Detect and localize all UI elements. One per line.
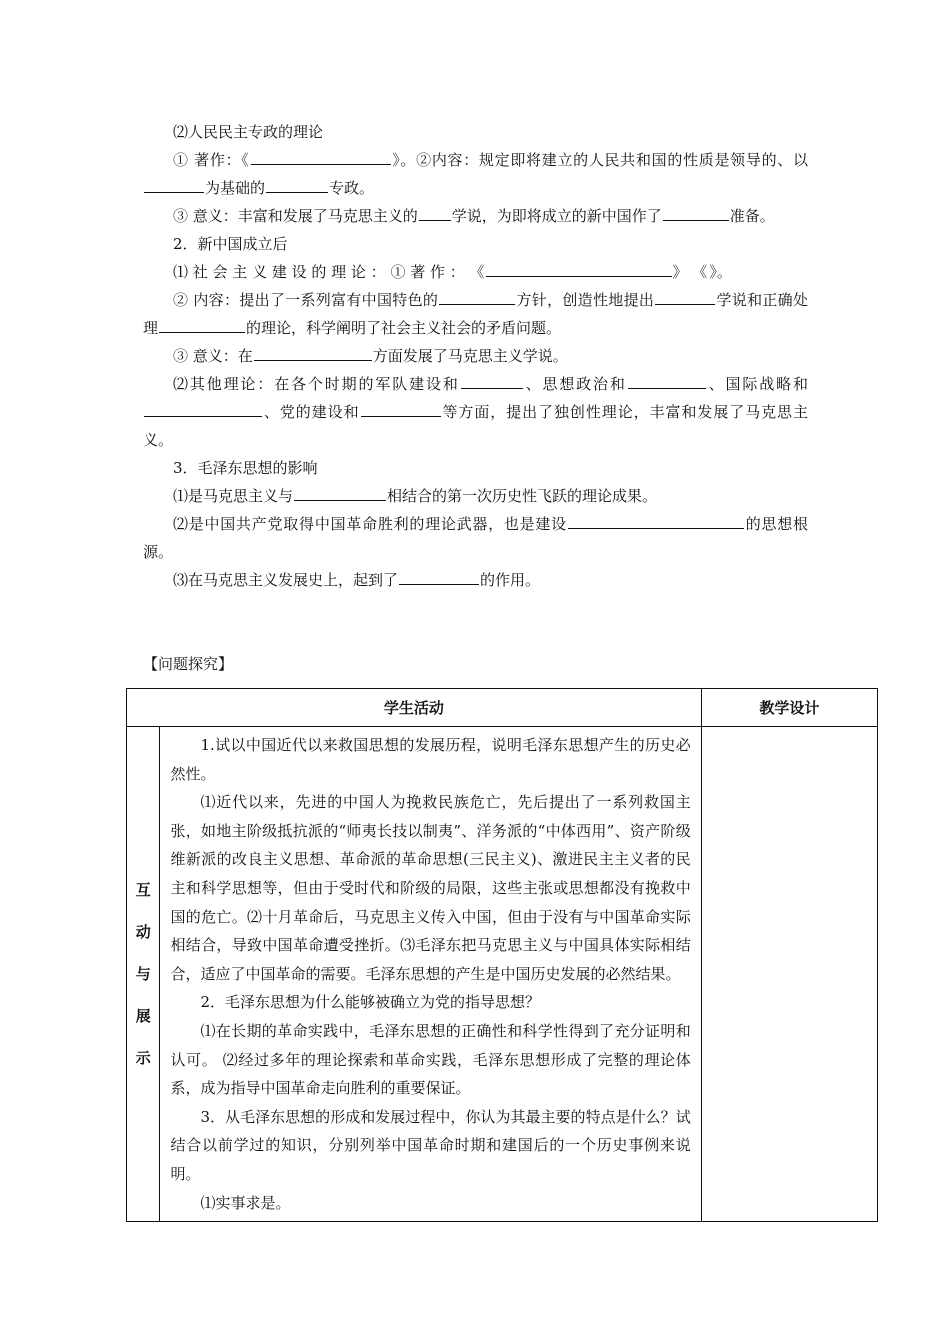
review-content [143, 118, 808, 594]
fill-blank[interactable] [628, 371, 706, 389]
question: 1.试以中国近代以来救国思想的发展历程，说明毛泽东思想产生的历史必然性。 [170, 736, 691, 783]
activity-cell [160, 727, 701, 1222]
answer: ⑴实事求是。 [200, 1193, 291, 1212]
paragraph: ⑵是中国共产党取得中国革命胜利的理论武器，也是建设 的思想根源。 [143, 510, 808, 566]
fill-blank[interactable] [655, 287, 715, 305]
paragraph: ③ 意义：丰富和发展了马克思主义的 学说，为即将成立的新中国作了 准备。 [143, 202, 808, 230]
section-title: 【问题探究】 [143, 655, 234, 673]
header-student-activity: 学生活动 [127, 689, 702, 727]
answer: ⑴在长期的革命实践中，毛泽东思想的正确性和科学性得到了充分证明和认可。 ⑵经过多年的理论探索和革命实践，毛泽东思想形成了完整的理论体系，成为指导中国革命走向胜利的重要保证。 [170, 1021, 691, 1098]
question: 3．从毛泽东思想的形成和发展过程中，你认为其最主要的特点是什么？试结合以前学过的知识，分别列举中国革命时期和建国后的一个历史事例来说明。 [170, 1107, 691, 1183]
side-label [127, 727, 160, 1222]
fill-blank[interactable] [399, 567, 479, 585]
design-cell[interactable] [701, 727, 877, 1222]
side-char: 示 [135, 1049, 151, 1068]
subsection-heading: 3．毛泽东思想的影响 [173, 459, 318, 477]
fill-blank[interactable] [419, 203, 451, 221]
fill-blank[interactable] [439, 287, 515, 305]
fill-blank[interactable] [251, 147, 391, 165]
fill-blank[interactable] [266, 175, 328, 193]
paragraph: ② 内容：提出了一系列富有中国特色的 方针，创造性地提出 学说和正确处理 的理论，科学阐明了社会主义社会的矛盾问题。 [143, 286, 808, 342]
fill-blank[interactable] [159, 315, 245, 333]
subsection-heading: ⑵人民民主专政的理论 [173, 123, 324, 141]
paragraph: ⑵其他理论：在各个时期的军队建设和 、思想政治和 、国际战略和、党的建设和 等方面，提出了独创性理论，丰富和发展了马克思主义。 [143, 370, 808, 454]
side-char: 动 [135, 923, 151, 942]
paragraph: ⑴是马克思主义与 相结合的第一次历史性飞跃的理论成果。 [143, 482, 808, 510]
fill-blank[interactable] [254, 343, 372, 361]
fill-blank[interactable] [486, 259, 672, 277]
paragraph: ⑶在马克思主义发展史上，起到了 的作用。 [143, 566, 808, 594]
paragraph: ③ 意义：在 方面发展了马克思主义学说。 [143, 342, 808, 370]
table-row [127, 727, 878, 1222]
inquiry-table [126, 688, 878, 1222]
fill-blank[interactable] [663, 203, 729, 221]
side-char: 展 [135, 1007, 151, 1026]
paragraph: ⑴ 社 会 主 义 建 设 的 理 论 ： ① 著 作 ： 《 》 《 》。 [143, 258, 808, 286]
fill-blank[interactable] [144, 175, 204, 193]
table-header-row [127, 689, 878, 727]
side-char: 与 [135, 965, 151, 984]
subsection-heading: 2．新中国成立后 [173, 235, 288, 253]
fill-blank[interactable] [144, 399, 262, 417]
question: 2．毛泽东思想为什么能够被确立为党的指导思想？ [200, 993, 541, 1012]
fill-blank[interactable] [461, 371, 523, 389]
fill-blank[interactable] [568, 511, 744, 529]
header-teaching-design: 教学设计 [701, 689, 877, 727]
answer: ⑴近代以来，先进的中国人为挽救民族危亡，先后提出了一系列救国主张，如地主阶级抵抗派的“师夷长技以制夷”、洋务派的“中体西用”、资产阶级维新派的改良主义思想、革命派的革命思想(三民主义)、激进民主主义者的民主和科学思想等，但由于受时代和阶级的局限，这些主张或思想都没有挽救中国的危亡。⑵十月革命后，马克思主义传入中国，但由于没有与中国革命实际相结合，导致中国革命遭受挫折。⑶毛泽东把马克思主义与中国具体实际相结合，适应了中国革命的需要。毛泽东思想的产生是中国历史发展的必然结果。 [170, 793, 691, 983]
fill-blank[interactable] [361, 399, 441, 417]
side-char: 互 [135, 881, 151, 900]
paragraph: ① 著作：《 》。②内容：规定即将建立的人民共和国的性质是领导的、以为基础的 专政。 [143, 146, 808, 202]
fill-blank[interactable] [294, 483, 386, 501]
